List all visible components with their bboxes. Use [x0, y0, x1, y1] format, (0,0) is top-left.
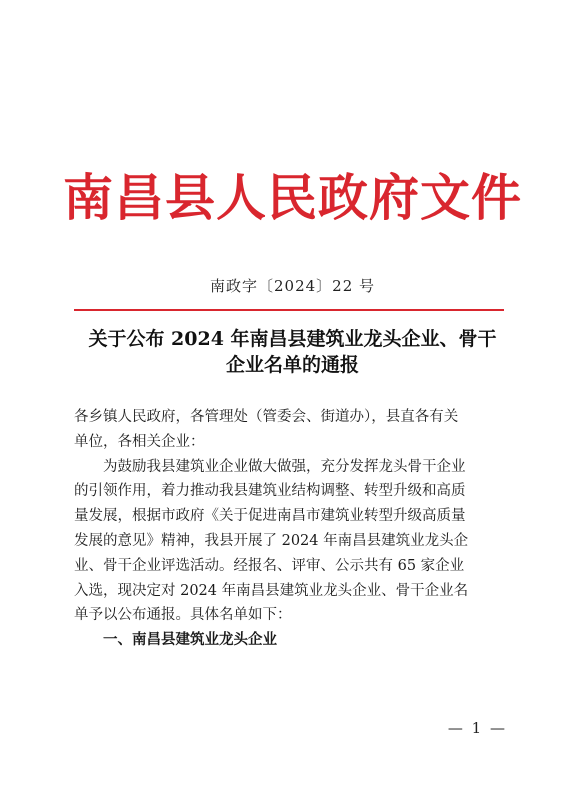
section-heading: 一、南昌县建筑业龙头企业 — [103, 631, 277, 649]
paragraph-line-6: 入选，现决定对 2024 年南昌县建筑业龙头企业、骨干企业名 — [74, 582, 469, 599]
masthead-divider — [74, 309, 504, 311]
paragraph-line-7: 单予以公布通报。具体名单如下： — [74, 607, 292, 624]
paragraph-line-3: 量发展，根据市政府《关于促进南昌市建筑业转型升级高质量 — [74, 508, 466, 525]
document-number: 南政字〔2024〕22 号 — [209, 277, 376, 295]
title-line-2: 企业名单的通报 — [225, 354, 359, 376]
salutation-line-1: 各乡镇人民政府，各管理处（管委会、街道办），县直各有关 — [74, 409, 459, 425]
paragraph-line-2: 的引领作用，着力推动我县建筑业结构调整、转型升级和高质 — [74, 483, 466, 500]
paragraph-line-4: 发展的意见》精神，我县开展了 2024 年南昌县建筑业龙头企 — [74, 532, 469, 549]
document-body — [74, 405, 510, 653]
document-masthead: 南昌县人民政府文件 — [63, 168, 522, 227]
page-number: — 1 — — [447, 719, 507, 737]
paragraph-line-5: 业、骨干企业评选活动。经报名、评审、公示共有 65 家企业 — [74, 557, 465, 574]
document-title — [70, 326, 515, 378]
salutation-line-2: 单位，各相关企业： — [74, 433, 205, 450]
title-line-1: 关于公布 2024 年南昌县建筑业龙头企业、骨干 — [88, 328, 497, 350]
paragraph-line-1: 为鼓励我县建筑业企业做大做强，充分发挥龙头骨干企业 — [103, 458, 466, 475]
